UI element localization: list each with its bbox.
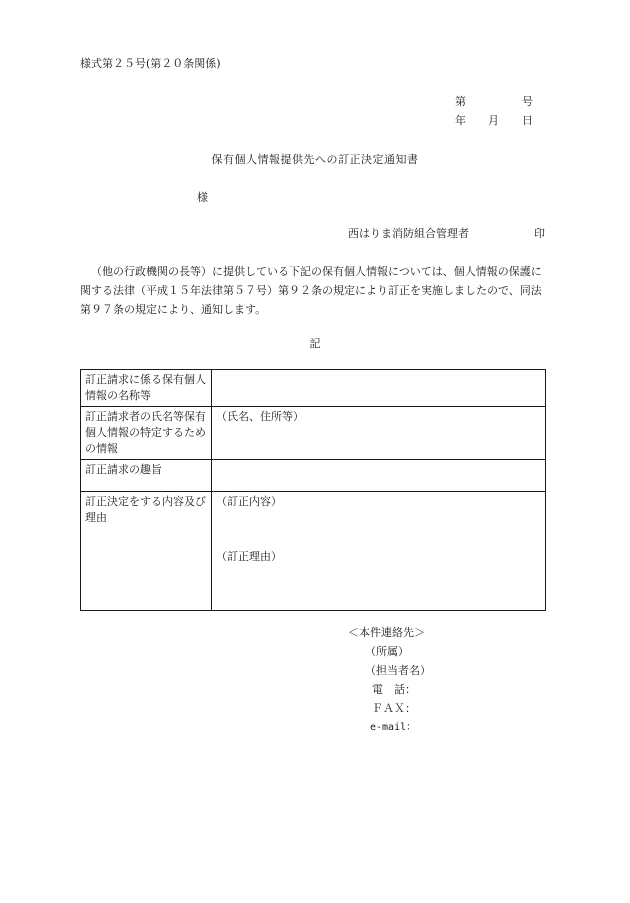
contact-email: e-mail： <box>370 722 417 733</box>
body-paragraph: （他の行政機関の長等）に提供している下記の保有個人情報については、個人情報の保護に関する法律（平成１５年法律第５７号）第９２条の規定により訂正を実施しましたので、同法第９７条の規定により、通知します。 <box>80 265 542 316</box>
contact-heading: ＜本件連絡先＞ <box>348 626 425 639</box>
table-row <box>81 460 546 492</box>
row-value-request-purpose <box>212 460 546 492</box>
table-row <box>81 370 546 407</box>
row-label-decision: 訂正決定をする内容及び理由 <box>81 492 212 611</box>
details-table <box>80 369 546 611</box>
document-number-suffix: 号 <box>522 95 533 108</box>
seal-mark: 印 <box>534 227 545 240</box>
table-row <box>81 407 546 460</box>
contact-phone: 電 話： <box>372 683 416 696</box>
document-title: 保有個人情報提供先への訂正決定通知書 <box>211 153 419 166</box>
contact-person: （担当者名） <box>365 664 431 677</box>
contact-fax: ＦＡＸ： <box>372 702 416 715</box>
row-label-requester-info: 訂正請求者の氏名等保有個人情報の特定するための情報 <box>81 407 212 460</box>
date-day-label: 日 <box>522 114 533 127</box>
row-value-info-name <box>212 370 546 407</box>
table-row <box>81 492 546 611</box>
ki-heading: 記 <box>309 337 321 350</box>
contact-block <box>348 623 431 737</box>
row-value-requester-info: （氏名、住所等） <box>212 407 546 460</box>
date-month-label: 月 <box>488 114 499 127</box>
correction-content-label: （訂正内容） <box>216 495 282 508</box>
date-year-label: 年 <box>455 114 466 127</box>
document-number-prefix: 第 <box>455 95 466 108</box>
sender-name: 西はりま消防組合管理者 <box>348 227 469 240</box>
row-label-info-name: 訂正請求に係る保有個人情報の名称等 <box>81 370 212 407</box>
row-label-request-purpose: 訂正請求の趣旨 <box>81 460 212 492</box>
contact-affiliation: （所属） <box>365 645 409 658</box>
row-value-decision <box>212 492 546 611</box>
correction-reason-label: （訂正理由） <box>216 550 282 563</box>
form-number: 様式第２５号(第２０条関係) <box>80 57 221 70</box>
addressee-suffix: 様 <box>197 191 208 204</box>
